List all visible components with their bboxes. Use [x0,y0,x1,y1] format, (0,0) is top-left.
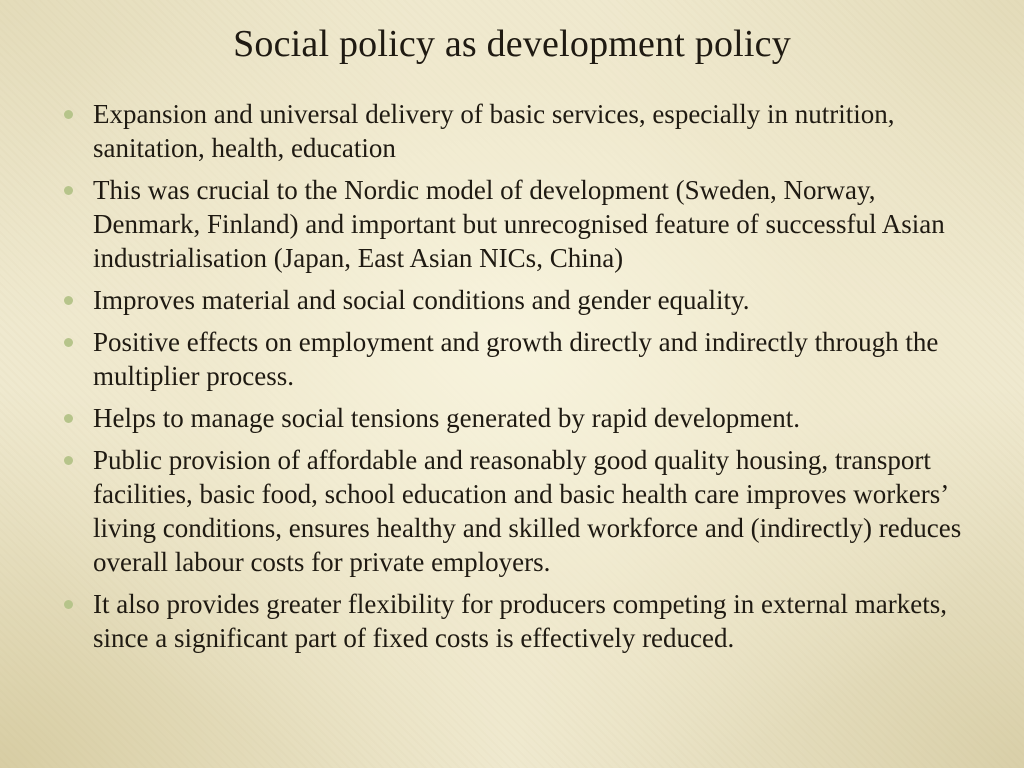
bullet-dot-icon [64,600,73,609]
bullet-item [62,325,962,393]
bullet-text: Positive effects on employment and growth directly and indirectly through the multiplier process. [93,327,939,391]
bullet-text: Expansion and universal delivery of basic services, especially in nutrition, sanitation, health, education [93,99,895,163]
bullet-text: This was crucial to the Nordic model of development (Sweden, Norway, Denmark, Finland) and important but unrecognised feature of successful Asian industrialisation (Japan, East Asian NICs, China) [93,175,945,273]
bullet-item [62,283,962,317]
bullet-dot-icon [64,456,73,465]
bullet-dot-icon [64,414,73,423]
bullet-item [62,97,962,165]
bullet-text: Helps to manage social tensions generated by rapid development. [93,403,801,433]
bullet-text: It also provides greater flexibility for producers competing in external markets, since a significant part of fixed costs is effectively reduced. [93,589,947,653]
bullet-item [62,173,962,275]
bullet-dot-icon [64,296,73,305]
bullet-text: Improves material and social conditions and gender equality. [93,285,750,315]
bullet-list [62,97,962,663]
bullet-dot-icon [64,186,73,195]
bullet-item [62,587,962,655]
bullet-dot-icon [64,338,73,347]
bullet-item [62,401,962,435]
bullet-item [62,443,962,579]
bullet-text: Public provision of affordable and reasonably good quality housing, transport facilities, basic food, school education and basic health care improves workers’ living conditions, ensures healthy and skilled workforce and (indirectly) reduces overall labour costs for private employers. [93,445,962,577]
slide-title: Social policy as development policy [233,23,791,65]
bullet-dot-icon [64,110,73,119]
